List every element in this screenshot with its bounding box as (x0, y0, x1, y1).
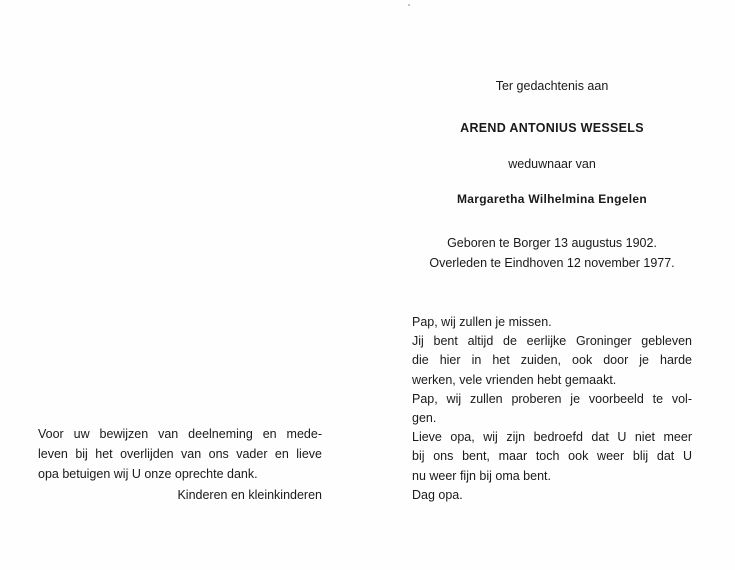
birth-line: Geboren te Borger 13 augustus 1902. (447, 236, 657, 250)
poem-line: werken, vele vrienden hebt gemaakt. (412, 372, 617, 387)
death-line: Overleden te Eindhoven 12 november 1977. (429, 256, 675, 270)
poem-line: Jij bent altijd de eerlijke Groninger gebleven (412, 334, 692, 349)
poem-line: Dag opa. (412, 487, 463, 502)
poem-line: Pap, wij zullen proberen je voorbeeld te vol- (412, 391, 692, 406)
thanks-text (38, 424, 322, 505)
spouse-name: Margaretha Wilhelmina Engelen (457, 192, 647, 206)
speck-mark (408, 4, 410, 6)
poem-line: Lieve opa, wij zijn bedroefd dat U niet meer (412, 430, 692, 445)
relation-text: weduwnaar van (508, 157, 596, 171)
poem-line: nu weer fijn bij oma bent. (412, 468, 551, 483)
poem-line: Pap, wij zullen je missen. (412, 315, 552, 329)
poem-line: bij ons bent, maar toch ook weer blij dat U (412, 449, 692, 464)
deceased-name: AREND ANTONIUS WESSELS (460, 121, 644, 135)
poem-line: gen. (412, 411, 437, 426)
thanks-line: Voor uw bewijzen van deelneming en mede- (38, 427, 322, 441)
thanks-line: opa betuigen wij U onze oprechte dank. (38, 467, 258, 481)
poem-text (412, 313, 692, 505)
memorial-intro: Ter gedachtenis aan (495, 79, 609, 93)
thanks-line: leven bij het overlijden van ons vader en lieve (38, 447, 322, 461)
signature-line: Kinderen en kleinkinderen (177, 488, 322, 502)
poem-line: die hier in het zuiden, ook door je harde (412, 353, 692, 368)
